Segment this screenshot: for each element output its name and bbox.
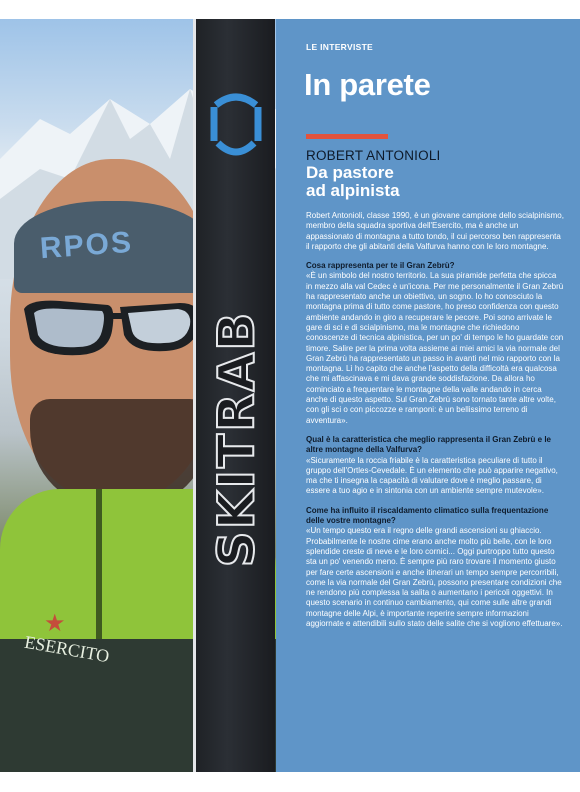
section-label: LE INTERVISTE [306, 42, 374, 52]
question-3: Come ha influito il riscaldamento climatico sulla frequentazione delle vostre montagne? [306, 505, 549, 526]
question-2: Qual è la caratteristica che meglio rappresenta il Gran Zebrù e le altre montagne della Valfurva? [306, 434, 551, 455]
intro-paragraph: Robert Antonioli, classe 1990, è un giovane campione dello scialpinismo, membro della squadra sportiva dell'Esercito, ma è anche un appassionato di montagna a tutto tondo, il cui percorso ben rappresenta il rapporto che gli abitanti della Valfurva hanno con le loro montagne. [306, 211, 564, 251]
ski [193, 19, 275, 772]
ski-logo-icon [208, 85, 266, 167]
answer-2: «Sicuramente la roccia friabile è la caratteristica peculiare di tutto il gruppo dell'Ortles-Cevedale. È un elemento che può apparire negativo, ma che ti insegna la capacità di valutare dove è meglio passare, di essere a tuo agio e in sintonia con un ambiente sempre mutevole». [306, 455, 558, 496]
answer-3: «Un tempo questo era il regno delle grandi ascensioni su ghiaccio. Probabilmente le nostre cime erano anche molto più belle, con le loro splendide creste di neve e le loro cornici... Oggi purtroppo tutto questo sta un po' venendo meno. È sempre più raro trovare il momento giusto per fare certe ascensioni e anche itinerari un tempo sempre percorribili, come la via normale del Gran Zebrù, possono presentare condizioni che ne rendono più complessa la salita o aumentano i pericoli oggettivi. In questo scenario in continuo cambiamento, qui come sulle altre grandi montagne delle Alpi, è importante reperire sempre informazioni aggiornate e attendibili sullo stato delle salite che si vogliono effettuare». [306, 526, 563, 628]
interviewee-name: ROBERT ANTONIOLI [306, 148, 441, 163]
subtitle-line-1: Da pastore [306, 163, 394, 182]
question-1: Cosa rappresenta per te il Gran Zebrù? [306, 261, 455, 271]
accent-rule [306, 134, 388, 139]
headband-logo: RPOS [38, 225, 135, 266]
article-body [306, 211, 564, 638]
ski-brand-text: SKITRAB [207, 310, 265, 568]
sunglasses [20, 291, 205, 363]
article-panel [276, 19, 580, 772]
subtitle-line-2: ad alpinista [306, 181, 400, 200]
star-icon: ★ [44, 610, 66, 637]
article-subtitle [306, 164, 566, 200]
answer-1: «È un simbolo del nostro territorio. La sua piramide perfetta che spicca in mezzo alla val Cedec è un'icona. Per me personalmente il Gran Zebrù ha rappresentato anche un obiettivo, un sogno. Io ho conosciuto la montagna prima di tutto come pastore, ho preso confidenza con questo ambiente andando in giro a recuperare le pecore. Poi sono arrivate le gare di sci e di scialpinismo, ma le montagne che richiedono conoscenze di tecnica alpinistica, per un po' di tempo le ho guardate con timore. Salire per la prima volta assieme ai miei amici la via normale del Gran Zebrù ha rappresentato un passo in avanti nel mio rapporto con la montagna. Lì ho capito che anche l'aspetto della difficoltà era qualcosa che mi affascinava e mi dava grande soddisfazione. Da allora ho cominciato a frequentare le montagne della valle andando in cerca anche di questo aspetto. Sul Gran Zebrù sono tornato tante altre volte, con gli sci o con piccozze e ramponi: è un bellissimo terreno di avventura». [306, 271, 564, 425]
page-title: In parete [304, 67, 431, 102]
jacket-logo: ESERCITO [23, 631, 111, 667]
athlete-photo [0, 19, 276, 772]
